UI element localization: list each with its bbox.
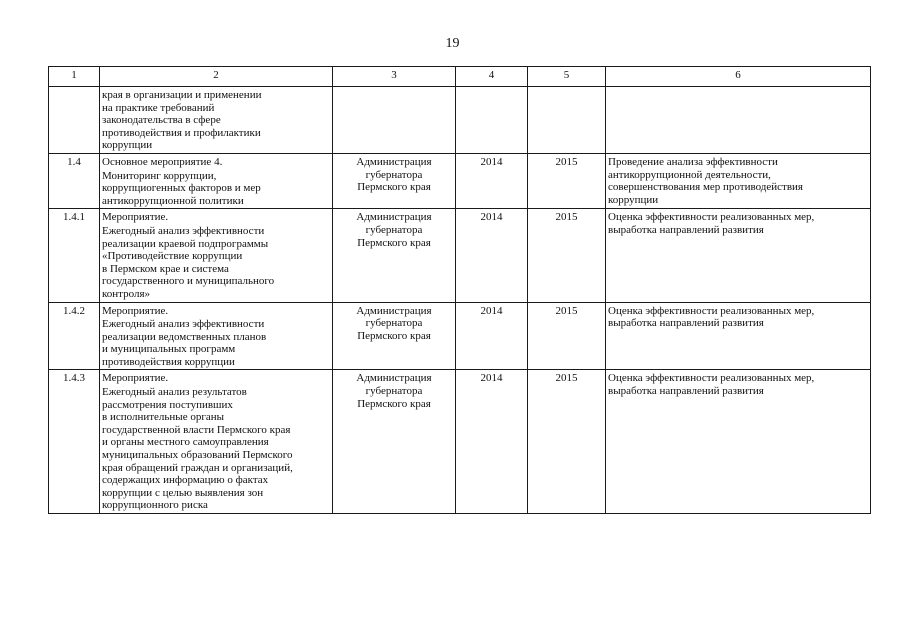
column-header: 4 xyxy=(456,67,528,87)
activity-name-line: коррупциогенных факторов и мер xyxy=(102,182,261,195)
item-number-cell xyxy=(49,87,100,154)
result-line: выработка направлений развития xyxy=(608,223,764,236)
end-year-cell: 2015 xyxy=(528,209,606,302)
activity-name-line: реализации ведомственных планов xyxy=(102,330,267,343)
executor-cell xyxy=(333,153,456,208)
executor-line: губернатора xyxy=(365,317,423,330)
end-year-cell: 2015 xyxy=(528,370,606,514)
result-line: антикоррупционной деятельности, xyxy=(608,168,771,181)
activity-name-line: противодействия коррупции xyxy=(102,355,235,368)
start-year-cell: 2014 xyxy=(456,302,528,370)
expected-result-cell xyxy=(606,153,871,208)
executor-cell xyxy=(333,302,456,370)
start-year-cell: 2014 xyxy=(456,209,528,302)
activity-name-cell xyxy=(100,87,333,154)
executor-line: Пермского края xyxy=(357,181,431,194)
activity-name-line: и органы местного самоуправления xyxy=(102,436,269,449)
expected-result-cell xyxy=(606,209,871,302)
start-year-cell: 2014 xyxy=(456,153,528,208)
start-year-cell xyxy=(456,87,528,154)
executor-line: Пермского края xyxy=(357,329,431,342)
item-number-cell: 1.4.2 xyxy=(49,302,100,370)
executor-cell xyxy=(333,370,456,514)
table-row xyxy=(49,302,871,370)
activity-name-line: муниципальных образований Пермского xyxy=(102,449,293,462)
activity-name-line: реализации краевой подпрограммы xyxy=(102,237,269,250)
item-number-cell: 1.4.1 xyxy=(49,209,100,302)
activity-title: Мероприятие. xyxy=(102,372,169,385)
executor-line: Пермского края xyxy=(357,236,431,249)
activity-name-line: государственного и муниципального xyxy=(102,275,275,288)
end-year-cell: 2015 xyxy=(528,302,606,370)
activity-name-cell xyxy=(100,302,333,370)
result-line: совершенствования мер противодействия xyxy=(608,181,803,194)
result-line: Оценка эффективности реализованных мер, xyxy=(608,211,815,224)
activity-name-line: содержащих информацию о фактах xyxy=(102,474,269,487)
item-number-cell: 1.4.3 xyxy=(49,370,100,514)
activity-name-line: противодействия и профилактики xyxy=(102,126,261,139)
column-header: 1 xyxy=(49,67,100,87)
activity-title: Мероприятие. xyxy=(102,304,169,317)
activity-name-line: антикоррупционной политики xyxy=(102,194,244,207)
activity-name-cell xyxy=(100,209,333,302)
activity-name-line: Мониторинг коррупции, xyxy=(102,169,217,182)
activity-name-line: государственной власти Пермского края xyxy=(102,423,291,436)
table-row xyxy=(49,209,871,302)
activity-name-line: коррупции xyxy=(102,139,153,152)
expected-result-cell xyxy=(606,302,871,370)
result-line: Оценка эффективности реализованных мер, xyxy=(608,304,815,317)
activity-name-line: края обращений граждан и организаций, xyxy=(102,461,293,474)
column-header: 2 xyxy=(100,67,333,87)
program-table xyxy=(48,66,871,514)
executor-cell xyxy=(333,87,456,154)
table-row xyxy=(49,87,871,154)
table-row xyxy=(49,153,871,208)
page-number: 19 xyxy=(445,36,460,51)
activity-name-cell xyxy=(100,153,333,208)
activity-name-line: контроля» xyxy=(102,287,151,300)
column-header: 5 xyxy=(528,67,606,87)
activity-name-line: коррупционного риска xyxy=(102,499,208,512)
executor-cell xyxy=(333,209,456,302)
end-year-cell xyxy=(528,87,606,154)
activity-name-line: рассмотрения поступивших xyxy=(102,398,233,411)
result-line: Оценка эффективности реализованных мер, xyxy=(608,372,815,385)
expected-result-cell xyxy=(606,87,871,154)
executor-line: Пермского края xyxy=(357,397,431,410)
executor-line: губернатора xyxy=(365,223,423,236)
column-header: 3 xyxy=(333,67,456,87)
result-line: Проведение анализа эффективности xyxy=(608,155,778,168)
result-line: коррупции xyxy=(608,193,659,206)
result-line: выработка направлений развития xyxy=(608,317,764,330)
table-row xyxy=(49,370,871,514)
header-row xyxy=(49,67,871,87)
result-line: выработка направлений развития xyxy=(608,385,764,398)
executor-line: губернатора xyxy=(365,385,423,398)
executor-line: Администрация xyxy=(356,155,432,168)
start-year-cell: 2014 xyxy=(456,370,528,514)
executor-line: Администрация xyxy=(356,304,432,317)
executor-line: Администрация xyxy=(356,211,432,224)
item-number-cell: 1.4 xyxy=(49,153,100,208)
executor-line: губернатора xyxy=(365,168,423,181)
activity-name-line: Ежегодный анализ эффективности xyxy=(102,224,265,237)
activity-name-line: Ежегодный анализ эффективности xyxy=(102,318,265,331)
activity-name-line: края в организации и применении xyxy=(102,89,262,101)
activity-name-line: и муниципальных программ xyxy=(102,343,236,356)
activity-name-line: в Пермском крае и система xyxy=(102,262,229,275)
activity-title: Мероприятие. xyxy=(102,211,169,224)
column-header: 6 xyxy=(606,67,871,87)
activity-name-line: законодательства в сфере xyxy=(102,114,221,127)
activity-name-line: коррупции с целью выявления зон xyxy=(102,486,264,499)
activity-name-cell xyxy=(100,370,333,514)
activity-name-line: «Противодействие коррупции xyxy=(102,250,243,263)
executor-line: Администрация xyxy=(356,372,432,385)
activity-name-line: Ежегодный анализ результатов xyxy=(102,386,247,399)
activity-title: Основное мероприятие 4. xyxy=(102,155,223,168)
activity-name-line: в исполнительные органы xyxy=(102,411,224,424)
end-year-cell: 2015 xyxy=(528,153,606,208)
expected-result-cell xyxy=(606,370,871,514)
activity-name-line: на практике требований xyxy=(102,101,215,114)
